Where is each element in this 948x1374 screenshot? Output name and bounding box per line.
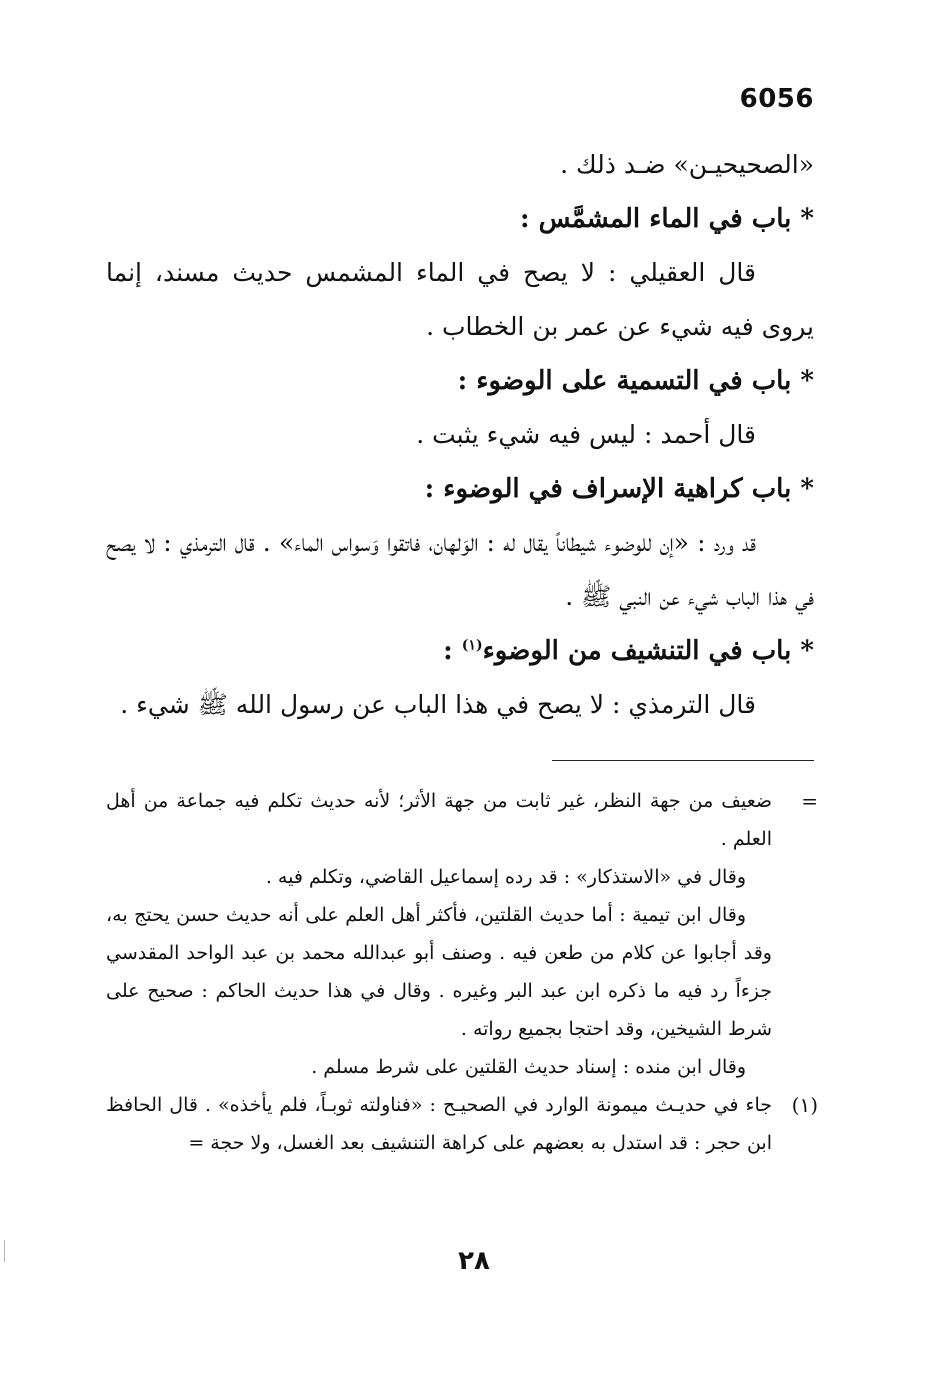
footnote-reference-1: (١) <box>461 637 483 654</box>
page-number: 6056 <box>739 84 814 114</box>
folio-number: ٢٨ <box>458 1246 490 1276</box>
footnote-divider <box>552 760 814 761</box>
footnotes-section <box>106 782 818 1162</box>
paragraph-uqayli: قال العقيلي : لا يصح في الماء المشمس حديث مسند، إنما يروى فيه شيء عن عمر بن الخطاب . <box>106 258 814 341</box>
continuation-line: «الصحيحيـن» ضـد ذلك . <box>560 150 814 179</box>
footnote-1-marker: (١) <box>791 1093 818 1117</box>
section-heading-tanshif-colon: : <box>443 636 462 666</box>
continuation-marker: = <box>801 789 818 813</box>
section-heading-israf: * باب كراهية الإسراف في الوضوء : <box>424 474 814 504</box>
scan-edge-mark <box>4 1240 5 1262</box>
footnote-continuation-text: ضعيف من جهة النظر، غير ثابت من جهة الأثر؛ لأنه حديث تكلم فيه جماعة من أهل العلم . <box>106 790 772 850</box>
footnote-ibn-mandah: وقال ابن منده : إسناد حديث القلتين على شرط مسلم . <box>311 1056 746 1078</box>
paragraph-ahmad: قال أحمد : ليس فيه شيء يثبت . <box>416 420 756 449</box>
paragraph-walhan: قد ورد : «إن للوضوء شيطاناً يقال له : الوَلهان، فاتقوا وَسواس الماء» . قال الترمذي : لا يصح في هذا الباب شيء عن النبي ﷺ . <box>106 528 814 611</box>
footnote-1 <box>106 1086 818 1162</box>
footnote-1-text: جاء في حديـث ميمونة الوارد في الصحيـح : «فناولته ثوبـاً، فلم يأخذه» . قال الحافظ ابن حجر : قد استدل به بعضهم على كراهة التنشيف بعد الغسل، ولا حجة = <box>106 1094 772 1154</box>
paragraph-tirmidhi: قال الترمذي : لا يصح في هذا الباب عن رسول الله ﷺ شيء . <box>120 690 756 719</box>
footnote-ibn-taymiyya: وقال ابن تيمية : أما حديث القلتين، فأكثر أهل العلم على أنه حديث حسن يحتج به، وقد أجابوا عن كلام من طعن فيه . وصنف أبو عبدالله محمد بن عبد الواحد المقدسي جزءاً رد فيه ما ذكره ابن عبد البر وغيره . وقال في هذا حديث الحاكم : صحيح على شرط الشيخين، وقد احتجا بجميع رواته . <box>106 904 772 1040</box>
footnote-continuation <box>106 782 818 1086</box>
section-heading-tasmiya: * باب في التسمية على الوضوء : <box>457 366 814 396</box>
footnote-istidhkar: وقال في «الاستذكار» : قد رده إسماعيل القاضي، وتكلم فيه . <box>265 866 746 888</box>
section-heading-sun-heated-water: * باب في الماء المشمَّس : <box>519 204 814 234</box>
section-heading-tanshif-text: * باب في التنشيف من الوضوء <box>482 636 814 666</box>
main-text <box>106 138 814 732</box>
section-heading-tanshif <box>106 624 814 678</box>
